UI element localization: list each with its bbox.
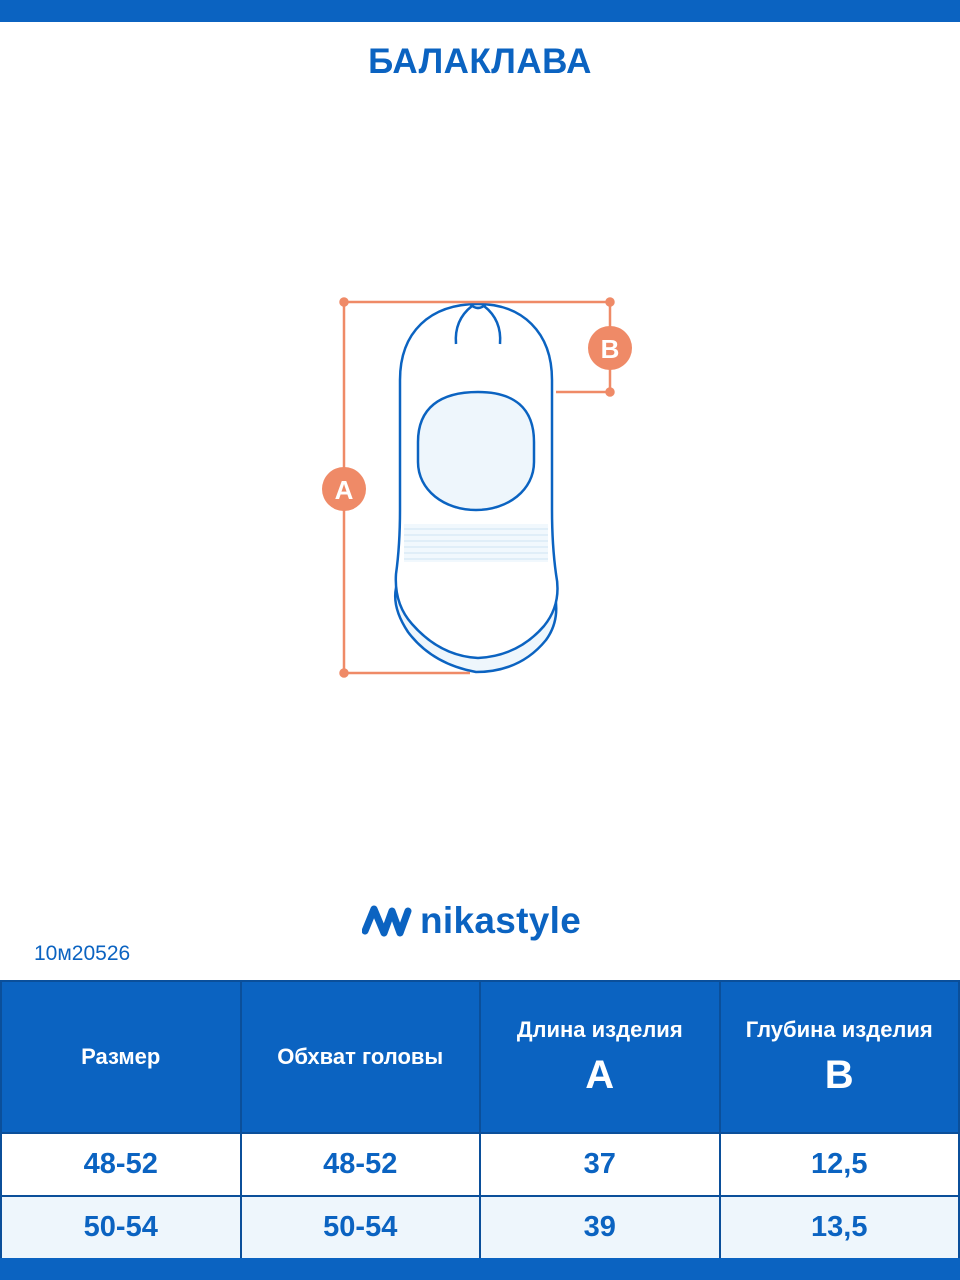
cell-head-girth: 48-52 bbox=[241, 1133, 481, 1196]
balaclava-diagram bbox=[300, 290, 660, 690]
header-length: Длина изделия A bbox=[480, 981, 720, 1133]
marker-b bbox=[588, 326, 632, 370]
header-size: Размер bbox=[1, 981, 241, 1133]
nikastyle-wave-icon bbox=[362, 901, 412, 941]
cell-length: 39 bbox=[480, 1196, 720, 1259]
cell-head-girth: 50-54 bbox=[241, 1196, 481, 1259]
cell-depth: 12,5 bbox=[720, 1133, 960, 1196]
cell-depth: 13,5 bbox=[720, 1196, 960, 1259]
header-depth: Глубина изделия B bbox=[720, 981, 960, 1133]
header-length-letter: A bbox=[585, 1052, 615, 1097]
top-bar bbox=[0, 0, 960, 22]
article-number: 10м20526 bbox=[34, 942, 131, 965]
table-row bbox=[1, 1133, 959, 1196]
marker-a bbox=[322, 467, 366, 511]
header-depth-letter: B bbox=[824, 1052, 854, 1097]
marker-a-label: A bbox=[334, 475, 354, 505]
brand-name: nikastyle bbox=[420, 900, 582, 941]
balaclava-illustration bbox=[395, 304, 557, 672]
size-table bbox=[0, 980, 960, 1260]
marker-b-label: B bbox=[600, 334, 620, 364]
table-row bbox=[1, 1196, 959, 1259]
cell-size: 48-52 bbox=[1, 1133, 241, 1196]
table-header-row bbox=[1, 981, 959, 1133]
page-title: БАЛАКЛАВА bbox=[368, 42, 592, 81]
header-head-girth: Обхват головы bbox=[241, 981, 481, 1133]
bottom-bar bbox=[0, 1258, 960, 1280]
cell-size: 50-54 bbox=[1, 1196, 241, 1259]
cell-length: 37 bbox=[480, 1133, 720, 1196]
brand-logo bbox=[362, 896, 581, 946]
